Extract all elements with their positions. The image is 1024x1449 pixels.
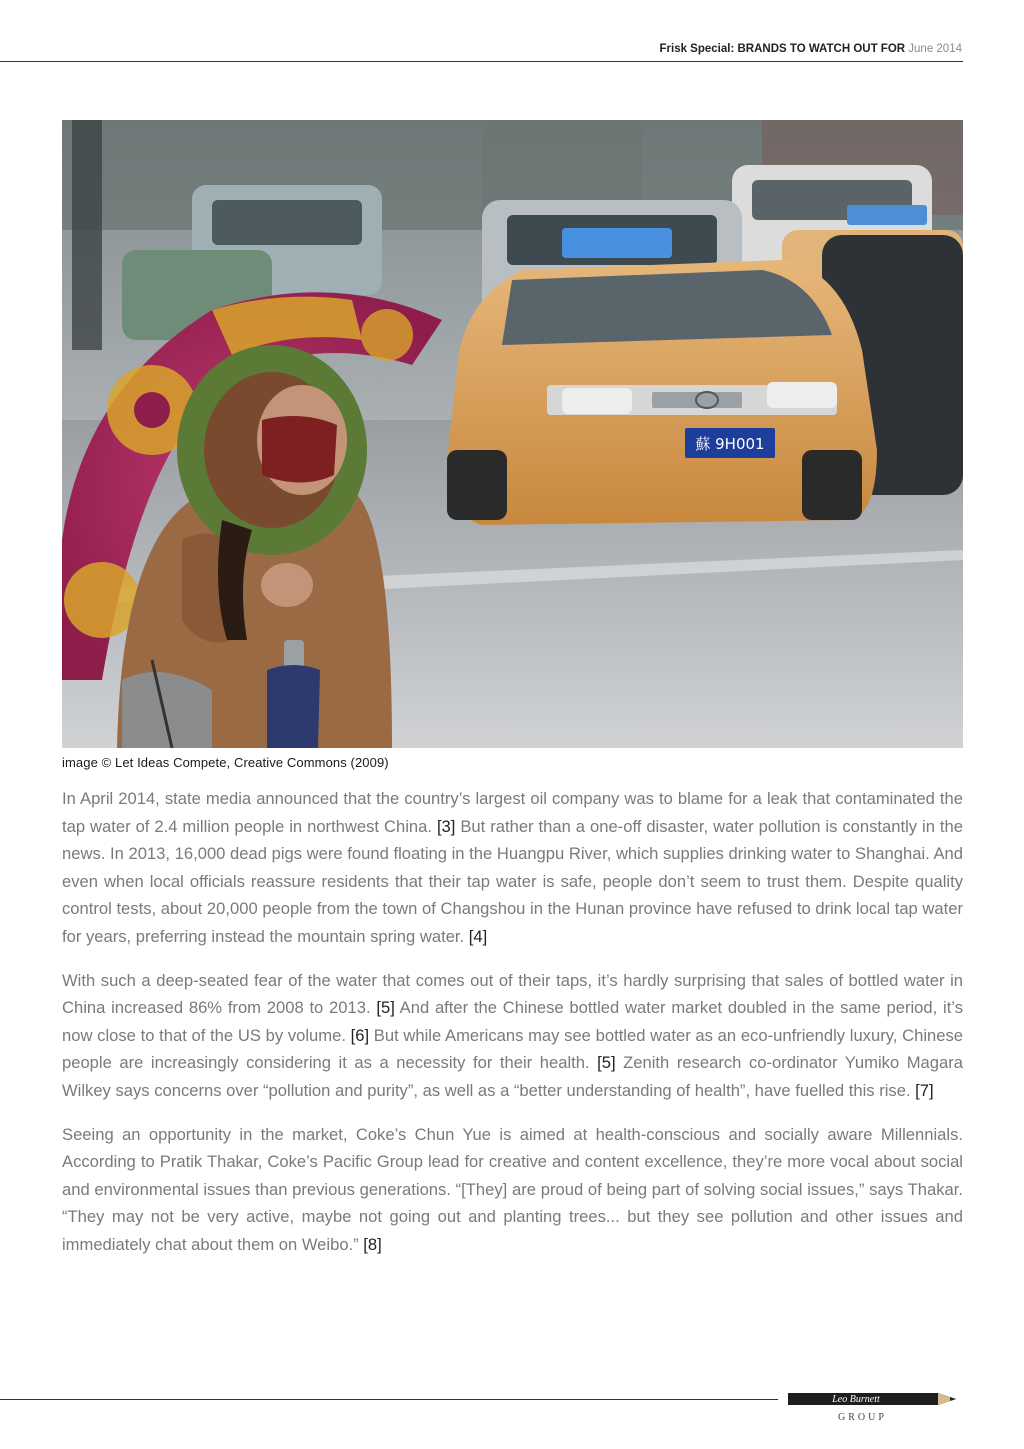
paragraph-text: But rather than a one-off disaster, water pollution is constantly in the news. In 2013, 16,000 dead pigs were found floating in the Huangpu River, which supplies drinking water to Shanghai. And even when local officials reassure residents that their tap water is safe, people don’t seem to trust them. Despite quality control tests, about 20,000 people from the town of Changshou in the Hunan province have refused to drink local tap water for years, preferring instead the mountain spring water. (62, 816, 963, 946)
paragraph-text: In April 2014, state media announced that the country’s largest oil company was to blame for a leak that contaminated the tap water of 2.4 million people in northwest China. (62, 789, 963, 836)
header-date: June 2014 (905, 43, 962, 55)
citation-reference: [5] (597, 1053, 616, 1073)
citation-reference: [4] (468, 926, 488, 946)
header-title: BRANDS TO WATCH OUT FOR (737, 43, 906, 55)
citation-reference: [5] (376, 998, 395, 1018)
paragraph-text: With such a deep-seated fear of the water that comes out of their taps, it’s hardly surprising that sales of bottled water in China increased 86% from 2008 to 2013. (62, 970, 963, 1018)
paragraph (62, 785, 963, 951)
paragraph-text: And after the Chinese bottled water market doubled in the same period, it’s now close to that of the US by volume. (62, 998, 963, 1045)
header-prefix: Frisk Special: (659, 43, 738, 55)
logo-script: Leo Burnett (832, 1394, 880, 1405)
street-photo (62, 120, 963, 748)
citation-reference: [8] (363, 1234, 382, 1254)
paragraph (62, 1121, 963, 1259)
image-caption: image © Let Ideas Compete, Creative Commons (2009) (62, 755, 389, 770)
logo-wordmark: GROUP (838, 1412, 887, 1423)
citation-reference: [6] (350, 1025, 370, 1045)
article-body (62, 785, 963, 1275)
citation-reference: [3] (436, 816, 456, 836)
citation-reference: [7] (915, 1080, 934, 1100)
paragraph-text: Seeing an opportunity in the market, Coke’s Chun Yue is aimed at health-conscious and socially aware Millennials. According to Pratik Thakar, Coke’s Pacific Group lead for creative and content excellence, they’re more vocal about social and environmental issues than previous generations. “[They] are proud of being part of solving social issues,” says Thakar. “They may not be very active, maybe not going out and planting trees... but they see pollution and other issues and immediately chat about them on Weibo.” (62, 1124, 963, 1254)
paragraph (62, 967, 963, 1105)
paragraph-text: Zenith research co-ordinator Yumiko Magara Wilkey says concerns over “pollution and purity”, as well as a “better understanding of health”, have fuelled this rise. (62, 1053, 963, 1100)
page-header (660, 43, 963, 55)
paragraph-text: But while Americans may see bottled water as an eco-unfriendly luxury, Chinese people are increasingly considering it as a necessity for their health. (62, 1025, 963, 1073)
header-divider (0, 61, 963, 62)
license-plate: 蘇 9H001 (695, 435, 765, 453)
footer-divider (0, 1399, 778, 1400)
